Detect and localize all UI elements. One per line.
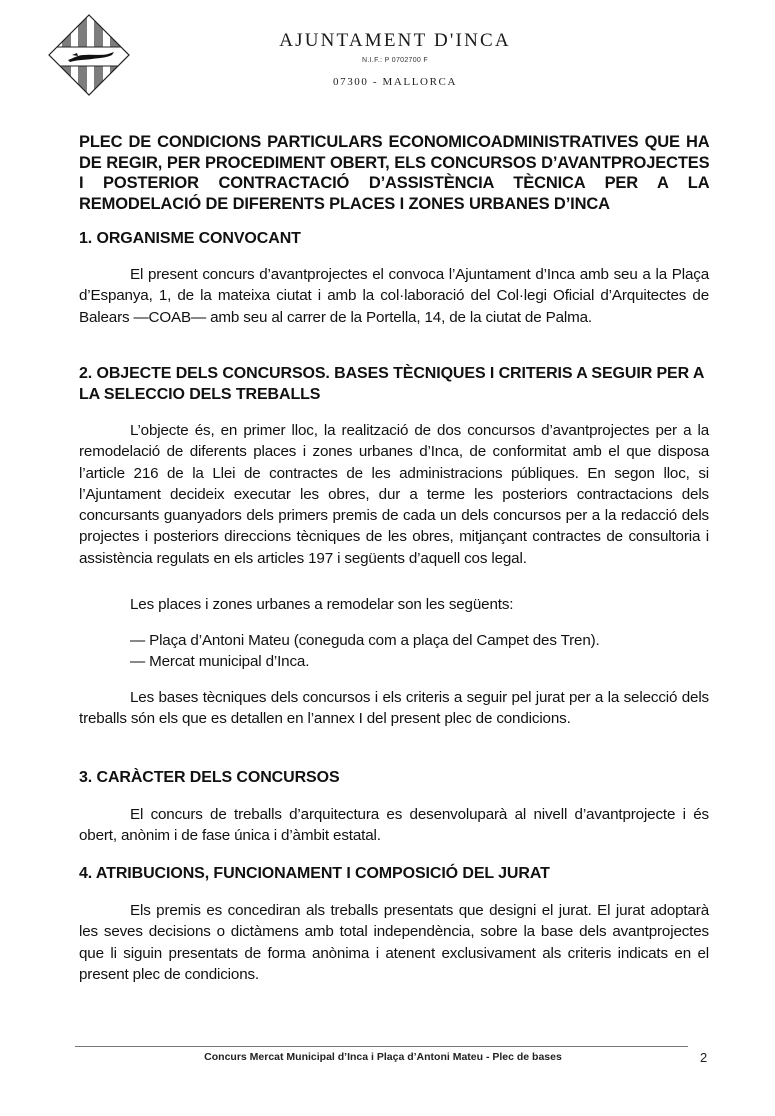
postal-address: 07300 - MALLORCA xyxy=(333,76,457,88)
title-line: DE REGIR, PER PROCEDIMENT OBERT, ELS CONCURSOS D’AVANTPROJECTES xyxy=(79,152,710,172)
section-2-paragraph-1: L’objecte és, en primer lloc, la realització de dos concursos d’avantprojectes per a la remodelació de diferents places i zones urbanes d’Inca, de conformitat amb el que disposa l’article 216 de la Llei de contractes de les administracions públiques. En segon lloc, si l’Ajuntament decideix executar les obres, dur a terme les posteriors contractacions dels concursants guanyadors dels primers premis de cada un dels concursos per a la redacció dels projectes i posteriors direccions tècniques de les obres, mitjançant contractes de consultoria i assistència regulats en els articles 197 i següents d’aquell cos legal. xyxy=(79,422,709,567)
footer-divider xyxy=(75,1046,688,1047)
section-heading-3: 3. CARÀCTER DELS CONCURSOS xyxy=(79,769,340,786)
section-heading-4: 4. ATRIBUCIONS, FUNCIONAMENT I COMPOSICIÓ DEL JURAT xyxy=(79,865,550,882)
section-2-paragraph-2: Les places i zones urbanes a remodelar son les següents: xyxy=(130,596,514,613)
section-2-closing-paragraph: Les bases tècniques dels concursos i els criteris a seguir pel jurat per a la selecció dels treballs són els que es detallen en l’annex I del present plec de condicions. xyxy=(79,689,709,728)
coat-of-arms-icon xyxy=(48,14,130,96)
tax-id: N.I.F.: P 0702700 F xyxy=(362,57,428,64)
list-item-placa-antoni-mateu: — Plaça d’Antoni Mateu (coneguda com a plaça del Campet des Tren). xyxy=(130,632,600,649)
section-heading-2: 2. OBJECTE DELS CONCURSOS. BASES TÈCNIQUES I CRITERIS A SEGUIR PER A LA SELECCIO DELS TREBALLS xyxy=(79,365,704,403)
organization-name: AJUNTAMENT D'INCA xyxy=(279,30,511,51)
section-3-paragraph: El concurs de treballs d’arquitectura es desenvoluparà al nivell d’avantprojecte i és obert, anònim i de fase única i d’àmbit estatal. xyxy=(79,806,709,845)
section-4-paragraph: Els premis es concediran als treballs presentats que designi el jurat. El jurat adoptarà les seves decisions o dictàmens amb total independència, sobre la base dels avantprojectes que li siguin presentats de forma anònima i atenent exclusivament als criteris indicats en el present plec de condicions. xyxy=(79,902,709,983)
title-line: PLEC DE CONDICIONS PARTICULARS ECONOMICOADMINISTRATIVES QUE HA xyxy=(79,132,710,151)
document-title xyxy=(79,132,709,214)
title-line: I POSTERIOR CONTRACTACIÓ D’ASSISTÈNCIA TÈCNICA PER A LA xyxy=(79,173,710,193)
page-number: 2 xyxy=(700,1050,708,1065)
list-item-mercat-municipal: — Mercat municipal d’Inca. xyxy=(130,653,310,670)
section-1-paragraph: El present concurs d’avantprojectes el convoca l’Ajuntament d’Inca amb seu a la Plaça d’Espanya, 1, de la mateixa ciutat i amb la col·laboració del Col·legi Oficial d’Arquitectes de Balears —COAB— amb seu al carrer de la Portella, 14, de la ciutat de Palma. xyxy=(79,266,709,326)
section-heading-1: 1. ORGANISME CONVOCANT xyxy=(79,230,301,247)
footer-title: Concurs Mercat Municipal d’Inca i Plaça d’Antoni Mateu - Plec de bases xyxy=(204,1051,562,1063)
title-line: REMODELACIÓ DE DIFERENTS PLACES I ZONES URBANES D’INCA xyxy=(79,193,610,213)
